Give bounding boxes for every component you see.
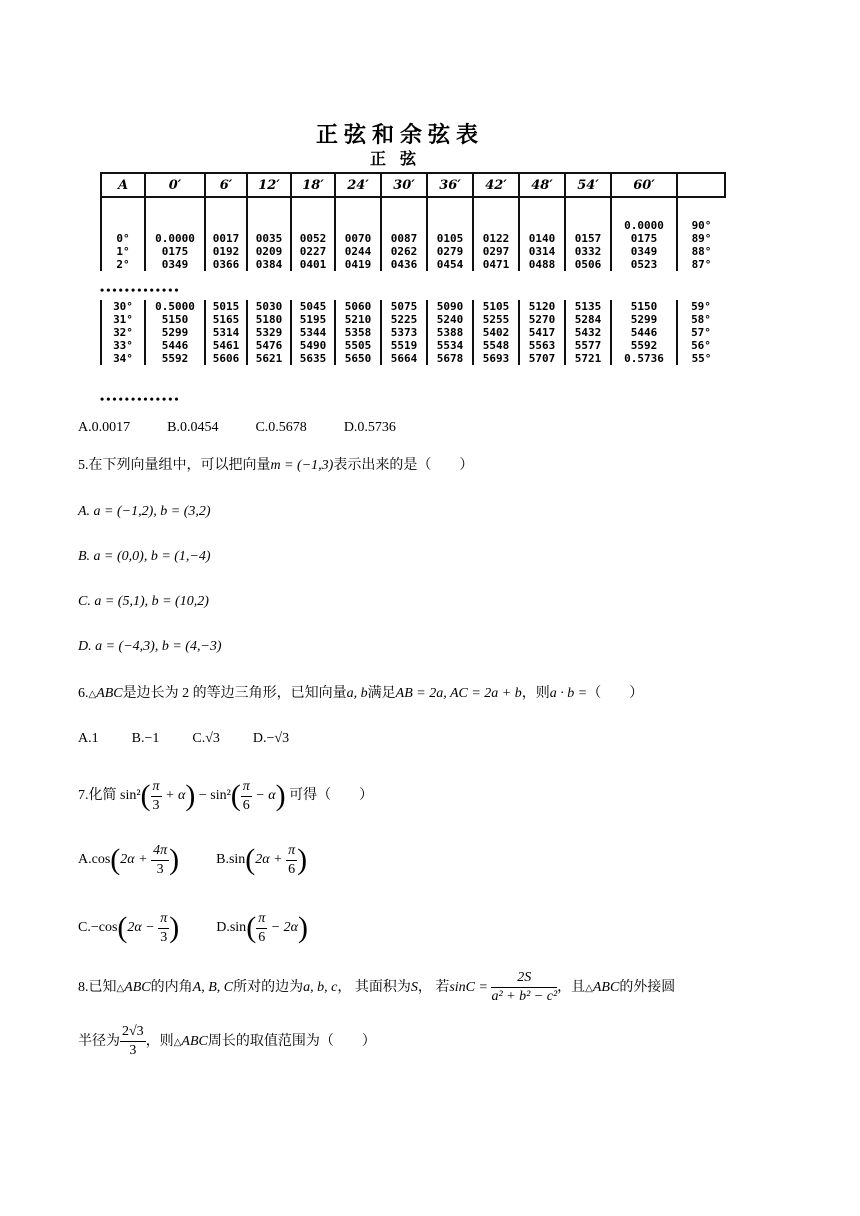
- q8-triangle-name-2: ABC: [592, 980, 620, 995]
- table-cell: 5090: [427, 300, 473, 313]
- table-ellipsis-1: •••••••••••••: [100, 283, 181, 297]
- table-cell: 5045: [291, 300, 335, 313]
- table-cell: 5329: [247, 326, 291, 339]
- table-cell: [145, 197, 205, 232]
- q8-text-4: ， 若: [417, 980, 450, 995]
- table-ellipsis-2: •••••••••••••: [100, 392, 181, 406]
- table-cell: [565, 197, 611, 232]
- table-header-row: [101, 173, 725, 197]
- table-cell: 55°: [691, 352, 712, 365]
- table-cell: [519, 197, 565, 232]
- q8-text-5: ，且: [557, 980, 586, 995]
- table-cell: 5505: [335, 339, 381, 352]
- q6-triangle-name: ABC: [96, 686, 123, 701]
- q7-option-c-label: C.: [78, 920, 91, 936]
- table-row: [101, 245, 725, 258]
- q6-number: 6.: [78, 686, 89, 701]
- table-cell: 5548: [473, 339, 519, 352]
- table-cell: 5195: [291, 313, 335, 326]
- q8-text-6: 的外接圆: [619, 980, 676, 995]
- q6-option-a: A.1: [78, 731, 99, 746]
- table-cell: 5490: [291, 339, 335, 352]
- table-cell: 5446: [611, 326, 677, 339]
- table-cell: 0140: [519, 232, 565, 245]
- q7-option-a-label: A.: [78, 852, 92, 868]
- table-cell: 58°: [691, 313, 711, 326]
- table-cell: 0297: [473, 245, 519, 258]
- table-cell: 5299: [145, 326, 205, 339]
- q7-options-row-1: A.cos(2α + $\frac{4\pi}{3}$ ) B.sin(2α + $\frac{\pi}{6}$ ): [78, 842, 308, 877]
- table-cell: 5105: [473, 300, 519, 313]
- table-cell: 5621: [247, 352, 291, 365]
- q4-option-a: A.0.0017: [78, 420, 131, 435]
- table-cell: 5707: [519, 352, 565, 365]
- table-cell: 31°: [101, 313, 145, 326]
- table-cell: 0436: [381, 258, 427, 271]
- table-header-cell: 0′: [145, 173, 205, 197]
- table-cell: 56°: [691, 339, 711, 352]
- q4-option-b: B.0.0454: [167, 420, 219, 435]
- q7-option-b-label: B.: [216, 852, 229, 868]
- table-cell: 0.5736: [611, 352, 677, 365]
- table-cell: 0523: [611, 258, 677, 271]
- q6-text-3: ，则: [521, 686, 550, 701]
- table-row: [101, 300, 725, 313]
- q6-text-1: 是边长为 2 的等边三角形，已知向量: [122, 686, 347, 701]
- q5-option-d: D. a = (−4,3), b = (4,−3): [78, 639, 222, 654]
- table-cell: 0244: [335, 245, 381, 258]
- table-cell: 5314: [205, 326, 247, 339]
- table-cell: [473, 197, 519, 232]
- q8-text-1: 的内角: [150, 980, 193, 995]
- table-cell: 0349: [611, 245, 677, 258]
- q6-option-d: D.−√3: [252, 731, 290, 746]
- table-cell: 5165: [205, 313, 247, 326]
- table-header-cell: 42′: [473, 173, 519, 197]
- table-cell: 5150: [145, 313, 205, 326]
- q7-paren: 可得（ ）: [289, 788, 374, 804]
- q8-text-8: ，则: [145, 1034, 174, 1049]
- table-cell: 5577: [565, 339, 611, 352]
- table-cell: 0209: [247, 245, 291, 258]
- table-cell: [205, 197, 247, 232]
- table-cell: 33°: [101, 339, 145, 352]
- table-cell: 5373: [381, 326, 427, 339]
- q5-option-a: A. a = (−1,2), b = (3,2): [78, 504, 211, 519]
- q7-option-d-label: D.: [216, 920, 230, 936]
- table-row: [101, 313, 725, 326]
- table-title: 正弦和余弦表: [315, 122, 484, 147]
- table-cell: 5721: [565, 352, 611, 365]
- q8-text-3: ， 其面积为: [337, 980, 411, 995]
- table-cell: 5402: [473, 326, 519, 339]
- table-cell: 57°: [691, 326, 711, 339]
- table-cell: 90°: [691, 219, 712, 232]
- q8-triangle-name: ABC: [124, 980, 151, 995]
- table-cell: 0332: [565, 245, 611, 258]
- table-cell: 5344: [291, 326, 335, 339]
- q8-triangle-name-3: ABC: [181, 1034, 208, 1049]
- table-header-cell: 30′: [381, 173, 427, 197]
- triangle-icon: △: [173, 1037, 182, 1048]
- table-header-cell: 6′: [205, 173, 247, 197]
- table-cell: 5120: [519, 300, 565, 313]
- table-cell: 2°: [101, 258, 145, 271]
- sine-table-block-2: [100, 300, 726, 365]
- table-cell: [247, 197, 291, 232]
- table-cell: 5635: [291, 352, 335, 365]
- table-cell: 5693: [473, 352, 519, 365]
- table-cell: 5650: [335, 352, 381, 365]
- q4-options: [78, 418, 396, 438]
- table-cell: 0488: [519, 258, 565, 271]
- table-cell: 5015: [205, 300, 247, 313]
- table-header-cell: 18′: [291, 173, 335, 197]
- triangle-icon: △: [116, 983, 125, 994]
- table-cell: 0419: [335, 258, 381, 271]
- table-cell: 34°: [101, 352, 145, 365]
- table-row: [101, 232, 725, 245]
- q7-text: 7.化简: [78, 788, 117, 804]
- q6-vectors: a, b: [346, 686, 368, 701]
- table-cell: 5210: [335, 313, 381, 326]
- table-cell: 0227: [291, 245, 335, 258]
- table-cell: [335, 197, 381, 232]
- table-cell: 0384: [247, 258, 291, 271]
- table-cell: 5358: [335, 326, 381, 339]
- table-cell: 5592: [611, 339, 677, 352]
- table-header-cell: 60′: [611, 173, 677, 197]
- table-cell: 5534: [427, 339, 473, 352]
- table-cell: 5606: [205, 352, 247, 365]
- q8-number: 8.已知: [78, 980, 117, 995]
- table-subtitle: 正弦: [369, 151, 430, 168]
- q8-sinc: sinC =: [449, 980, 488, 995]
- table-cell: 5388: [427, 326, 473, 339]
- q8-radius-den: 3: [129, 1043, 137, 1059]
- table-cell: 5461: [205, 339, 247, 352]
- table-cell: 0314: [519, 245, 565, 258]
- table-cell: 0035: [247, 232, 291, 245]
- sine-table-top: [100, 172, 726, 271]
- table-cell: [101, 197, 145, 232]
- table-cell: 5664: [381, 352, 427, 365]
- triangle-icon: △: [88, 689, 97, 700]
- table-cell: 0175: [611, 232, 677, 245]
- q6-condition: AB = 2a, AC = 2a + b: [395, 686, 522, 701]
- table-cell: [381, 197, 427, 232]
- q4-option-d: D.0.5736: [343, 420, 396, 435]
- table-cell: 89°: [691, 232, 712, 245]
- table-cell: 5284: [565, 313, 611, 326]
- table-cell: 0.0000: [145, 232, 205, 245]
- table-cell: 5592: [145, 352, 205, 365]
- table-header-cell: 36′: [427, 173, 473, 197]
- table-cell: 5270: [519, 313, 565, 326]
- table-cell: 5519: [381, 339, 427, 352]
- q8-fraction: [491, 969, 557, 1006]
- q8-text-2: 所对的边为: [233, 980, 304, 995]
- table-cell: 5563: [519, 339, 565, 352]
- q6-stem: [78, 684, 643, 705]
- table-cell: 5446: [145, 339, 205, 352]
- table-cell: 0349: [145, 258, 205, 271]
- table-cell: 0°: [101, 232, 145, 245]
- table-row: [101, 352, 725, 365]
- table-header-cell: 48′: [519, 173, 565, 197]
- q6-option-b: B.−1: [131, 731, 160, 746]
- q5-option-c: C. a = (5,1), b = (10,2): [78, 594, 209, 609]
- table-header-cell: 54′: [565, 173, 611, 197]
- table-cell: 5255: [473, 313, 519, 326]
- table-cell: 0087: [381, 232, 427, 245]
- q5-vector-m: m = (−1,3): [270, 458, 334, 473]
- q5-stem-suffix: 表示出来的是（ ）: [333, 458, 474, 473]
- q6-option-c: C.√3: [192, 731, 220, 746]
- table-cell: 30°: [101, 300, 145, 313]
- q5-stem: [78, 456, 473, 476]
- table-cell: 5030: [247, 300, 291, 313]
- q7-stem: 7.化简 sin²( $\frac{\pi}{3}$ + α) − sin²( $\frac{\pi}{6}$ − α) 可得（ ）: [78, 778, 374, 813]
- table-cell: 59°: [691, 300, 711, 313]
- table-cell: [291, 197, 335, 232]
- table-cell: 0279: [427, 245, 473, 258]
- table-row: [101, 339, 725, 352]
- table-cell: 5417: [519, 326, 565, 339]
- table-row: [101, 326, 725, 339]
- table-cell: 0506: [565, 258, 611, 271]
- table-cell: 0471: [473, 258, 519, 271]
- q8-radius-num: 2√3: [120, 1023, 146, 1042]
- q8-sides: a, b, c: [303, 980, 338, 995]
- table-cell: 32°: [101, 326, 145, 339]
- sine-table-block-1: [100, 172, 726, 271]
- table-cell: 0052: [291, 232, 335, 245]
- table-cell: 88°: [691, 245, 712, 258]
- q7-options-row-2: C.−cos(2α − $\frac{\pi}{3}$ ) D.sin( $\frac{\pi}{6}$ − 2α): [78, 910, 308, 945]
- table-cell: 0070: [335, 232, 381, 245]
- q6-options: [78, 729, 289, 749]
- table-cell: [427, 197, 473, 232]
- q5-option-b: B. a = (0,0), b = (1,−4): [78, 549, 211, 564]
- q8-text-7: 半径为: [78, 1034, 120, 1049]
- table-cell: 0105: [427, 232, 473, 245]
- triangle-icon: △: [585, 983, 593, 994]
- q6-text-2: 满足: [367, 686, 396, 701]
- table-cell: 0017: [205, 232, 247, 245]
- table-cell: 5678: [427, 352, 473, 365]
- table-header-cell: [677, 173, 725, 197]
- table-header-cell: A: [101, 173, 145, 197]
- table-cell: 5476: [247, 339, 291, 352]
- table-cell: 5060: [335, 300, 381, 313]
- q6-dot-product: a · b =: [549, 686, 588, 701]
- q8-area: S: [410, 980, 418, 995]
- table-cell: 0366: [205, 258, 247, 271]
- q6-paren: （ ）: [587, 686, 644, 701]
- table-cell: 5225: [381, 313, 427, 326]
- q5-stem-text: 5.在下列向量组中，可以把向量: [78, 458, 271, 473]
- table-cell: 0175: [145, 245, 205, 258]
- table-cell: 0.0000: [611, 197, 677, 232]
- table-cell: 5135: [565, 300, 611, 313]
- table-cell: 5240: [427, 313, 473, 326]
- table-cell: 5150: [611, 300, 677, 313]
- q4-option-c: C.0.5678: [255, 420, 307, 435]
- table-cell: 0401: [291, 258, 335, 271]
- table-cell: 0454: [427, 258, 473, 271]
- table-cell: 0157: [565, 232, 611, 245]
- table-header-cell: 12′: [247, 173, 291, 197]
- table-cell: 5075: [381, 300, 427, 313]
- table-cell: 0192: [205, 245, 247, 258]
- q8-line-2: [78, 1022, 376, 1063]
- table-cell: 5180: [247, 313, 291, 326]
- table-row: [101, 258, 725, 271]
- q8-radius: [120, 1023, 146, 1060]
- table-header-cell: 24′: [335, 173, 381, 197]
- q8-text-9: 周长的取值范围为（ ）: [207, 1034, 376, 1049]
- q8-frac-den: a² + b² − c²: [491, 989, 558, 1005]
- table-cell: 5299: [611, 313, 677, 326]
- table-cell: 0.5000: [145, 300, 205, 313]
- q8-line-1: [78, 968, 675, 1009]
- table-row: [101, 197, 725, 232]
- q8-frac-num: 2S: [491, 969, 557, 988]
- table-cell: 0262: [381, 245, 427, 258]
- table-cell: 5432: [565, 326, 611, 339]
- table-cell: 0122: [473, 232, 519, 245]
- sine-table-bottom: [100, 300, 726, 365]
- table-cell: 1°: [101, 245, 145, 258]
- q8-angles: A, B, C: [192, 980, 234, 995]
- table-cell: 87°: [691, 258, 712, 271]
